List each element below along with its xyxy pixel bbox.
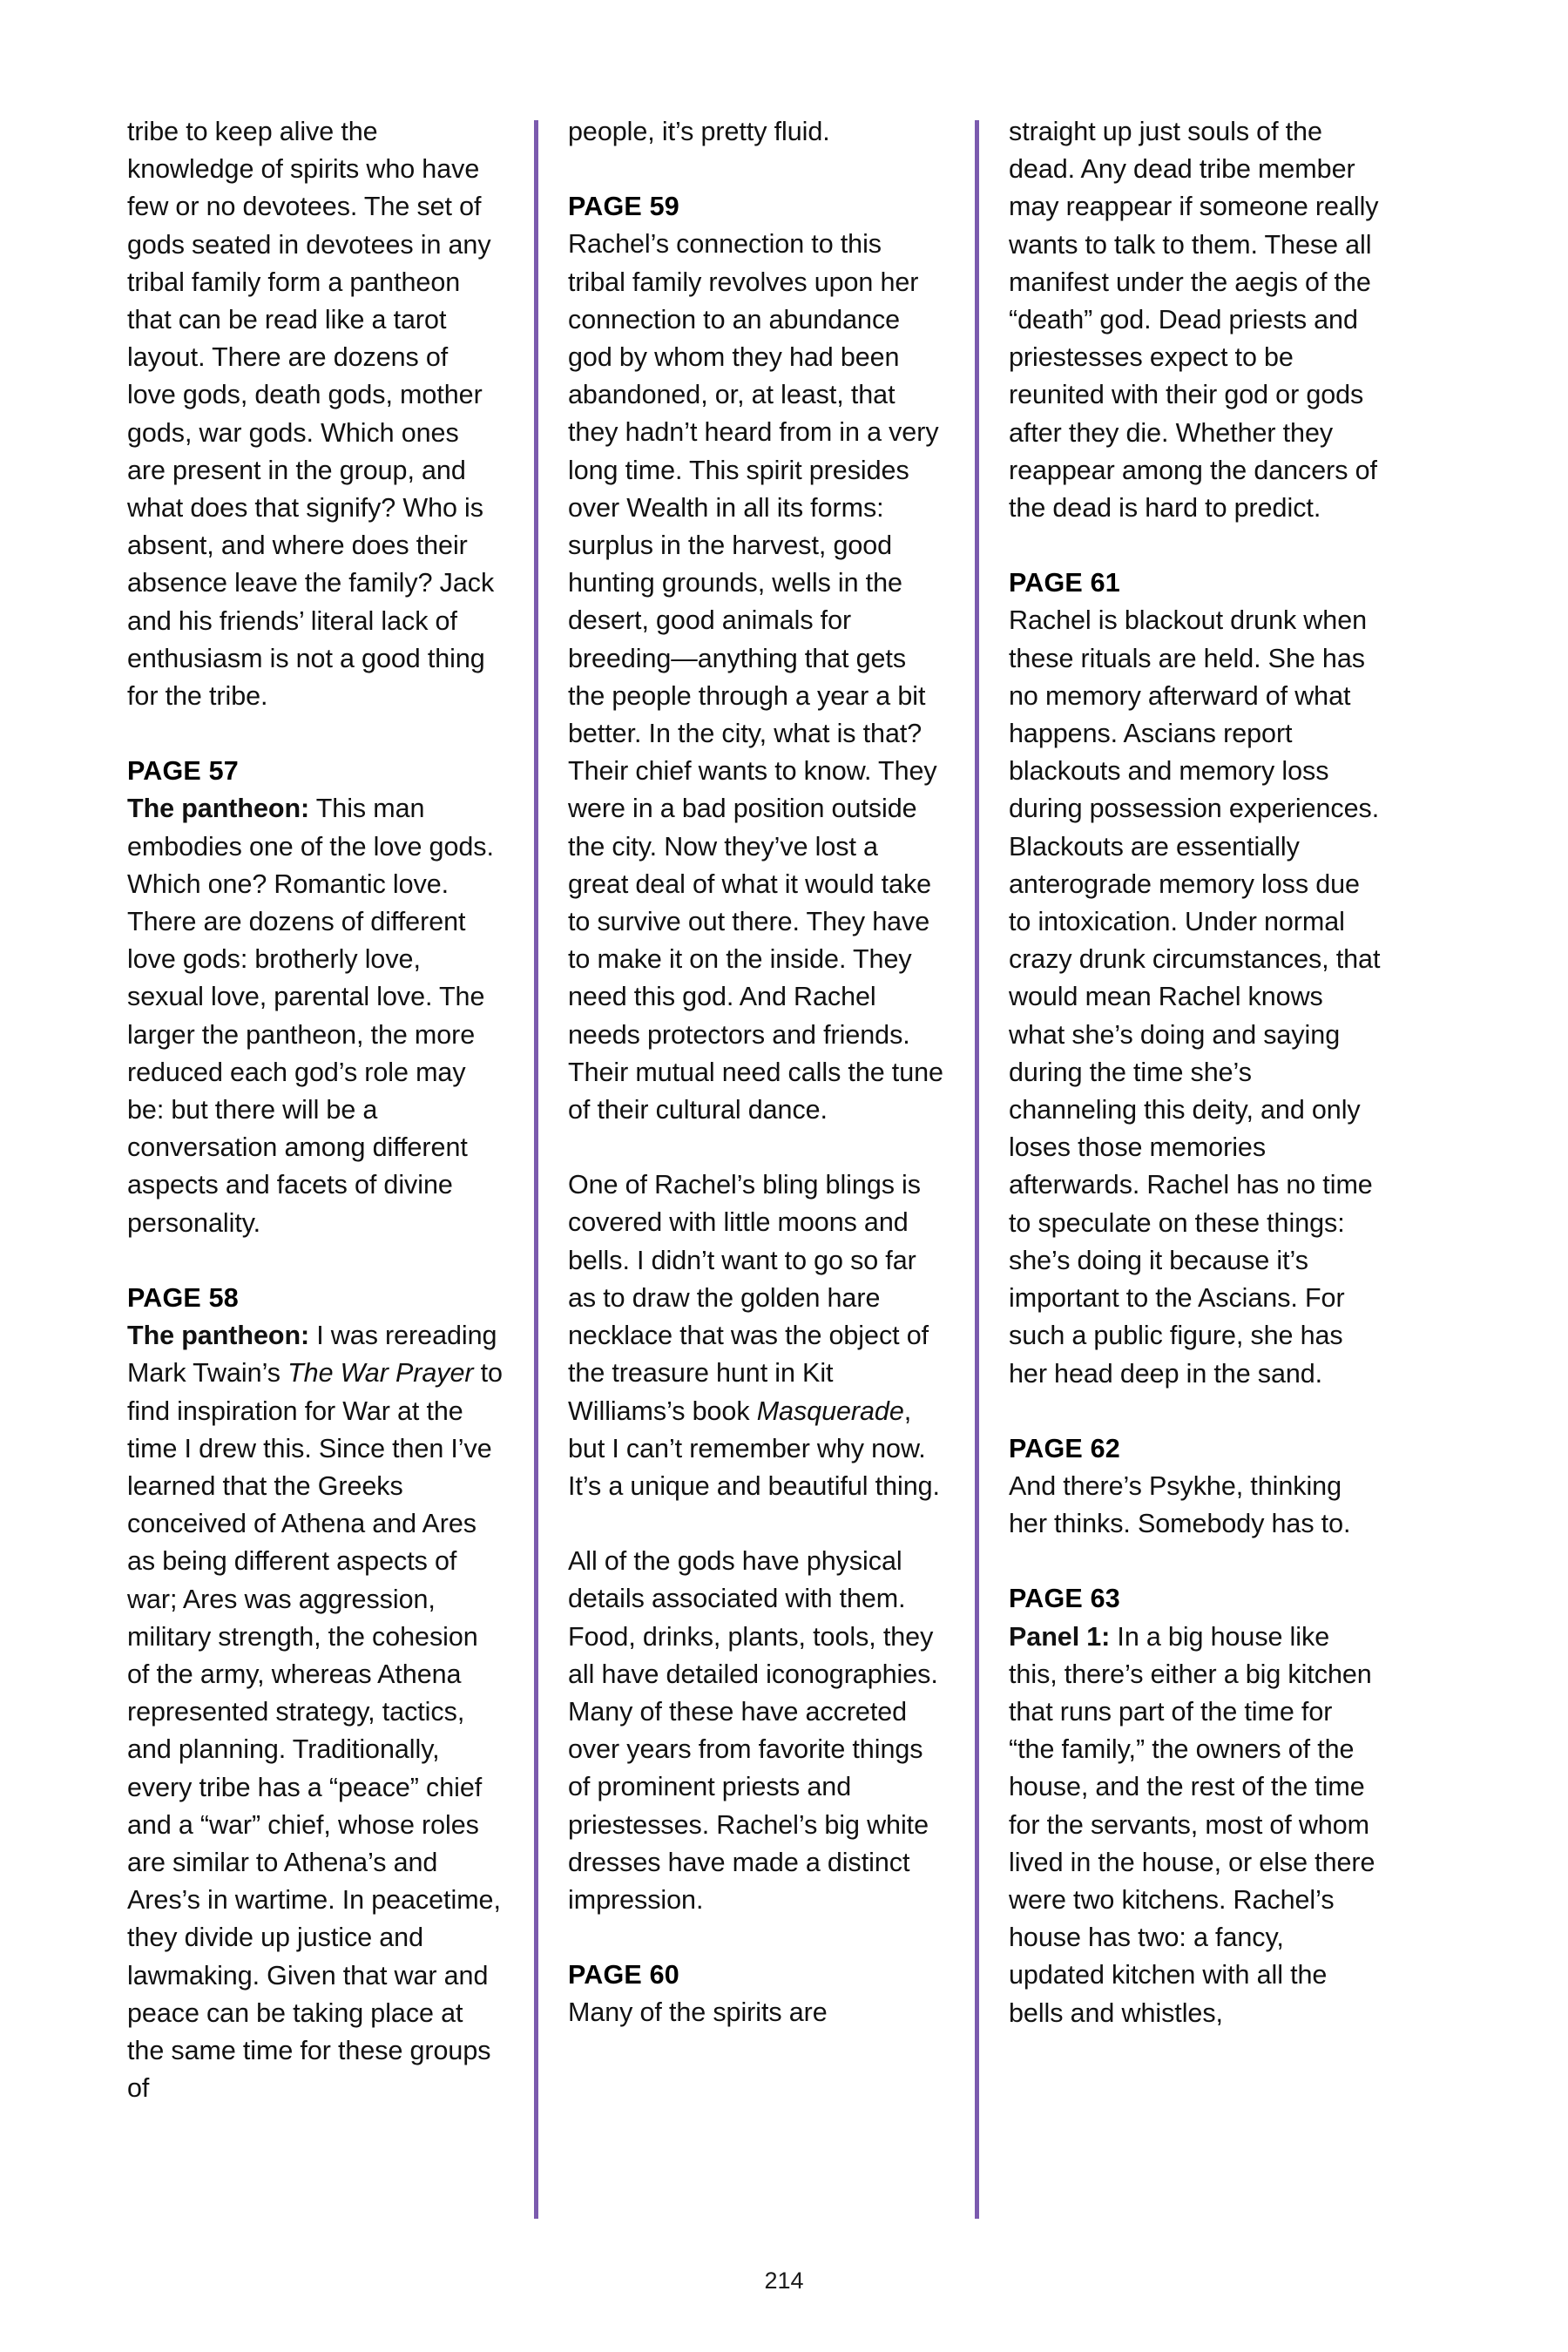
text-column-1 [127, 113, 503, 2221]
body-paragraph [127, 1317, 503, 2107]
lead-in-label: The pantheon: [127, 794, 310, 824]
text-column-3 [1009, 113, 1384, 2221]
text-column-2 [568, 113, 943, 2221]
section-page-59 [568, 188, 943, 1129]
section-heading-page-60: PAGE 60 [568, 1960, 679, 1990]
body-paragraph [568, 1166, 943, 1505]
section-heading-page-63: PAGE 63 [1009, 1584, 1120, 1614]
section-heading-page-57: PAGE 57 [127, 756, 239, 787]
paragraph-block [568, 1166, 943, 1505]
body-text: to find inspiration for War at the time I drew this. Since then I’ve learned that the Greeks conceived of Athena and Ares as being different aspects of war; Ares was aggression, military strength, the cohesion of the army, whereas Athena represented strategy, tactics, and planning. Traditionally, every tribe has a “peace” chief and a “war” chief, whose roles are similar to Athena’s and Ares’s in wartime. In peacetime, they divide up justice and lawmaking. Given that war and peace can be taking place at the same time for these groups of [127, 1358, 503, 2104]
section-heading-page-58: PAGE 58 [127, 1282, 239, 1313]
paragraph-block [568, 1543, 943, 1919]
section-page-61 [1009, 564, 1384, 1392]
body-paragraph: Rachel’s connection to this tribal family revolves upon her connection to an abundance god by whom they had been abandoned, or, at least, that they hadn’t heard from in a very long time. This spirit presides over Wealth in all its forms: surplus in the harvest, good hunting grounds, wells in the desert, good animals for breeding—anything that gets the people through a year a bit better. In the city, what is that? Their chief wants to know. They were in a bad position outside the city. Now they’ve lost a great deal of what it would take to survive out there. They have to make it on the inside. They need this god. And Rachel needs protectors and friends. Their mutual need calls the tune of their cultural dance. [568, 229, 943, 1125]
three-column-text-body [127, 113, 1385, 2221]
section-page-58 [127, 1280, 503, 2107]
book-title-the-war-prayer: The War Prayer [287, 1358, 474, 1389]
body-text: One of Rachel’s bling blings is covered with little moons and bells. I didn’t want to go so far as to draw the golden hare necklace that was the object of the treasure hunt in Kit Williams’s book [568, 1170, 929, 1426]
body-paragraph: And there’s Psykhe, thinking her thinks. Somebody has to. [1009, 1470, 1351, 1539]
column-divider-rule-2 [943, 113, 1009, 2221]
paragraph-block [1009, 113, 1384, 527]
body-paragraph: tribe to keep alive the knowledge of spirits who have few or no devotees. The set of gods seated in devotees in any tribal family form a pantheon that can be read like a tarot layout. There are dozens of love gods, death gods, mother gods, war gods. Which ones are present in the group, and what does that signify? Who is absent, and where does their absence leave the family? Jack and his friends’ literal lack of enthusiasm is not a good thing for the tribe. [127, 117, 495, 712]
section-page-63 [1009, 1580, 1384, 2031]
section-page-62 [1009, 1430, 1384, 1544]
column-divider-rule-1 [503, 113, 568, 2221]
body-text: In a big house like this, there’s either a big kitchen that runs part of the time for “the family,” the owners of the house, and the rest of the time for the servants, most of whom lived in the house, or else there were two kitchens. Rachel’s house has two: a fancy, updated kitchen with all the bells and whistles, [1009, 1621, 1375, 2028]
body-paragraph: All of the gods have physical details associated with them. Food, drinks, plants, tools, they all have detailed iconographies. Many of these have accreted over years from favorite things of prominent priests and priestesses. Rachel’s big white dresses have made a distinct impression. [568, 1546, 938, 1915]
body-text: This man embodies one of the love gods. Which one? Romantic love. There are dozens of different love gods: brotherly love, sexual love, parental love. The larger the pantheon, the more reduced each god’s role may be: but there will be a conversation among different aspects and facets of divine personality. [127, 794, 494, 1238]
body-paragraph [1009, 1619, 1384, 2032]
page-number-folio: 214 [764, 2268, 804, 2294]
body-text: , but I can’t remember why now. It’s a unique and beautiful thing. [568, 1396, 940, 1501]
section-heading-page-61: PAGE 61 [1009, 568, 1120, 598]
paragraph-block [127, 113, 503, 715]
body-paragraph: Many of the spirits are [568, 1997, 828, 2028]
body-paragraph: Rachel is blackout drunk when these rituals are held. She has no memory afterward of what happens. Ascians report blackouts and memory loss during possession experiences. Blackouts are essentially anterograde memory loss due to intoxication. Under normal crazy drunk circumstances, that would mean Rachel knows what she’s doing and saying during the time she’s channeling this deity, and only loses those memories afterwards. Rachel has no time to speculate on these things: she’s doing it because it’s important to the Ascians. For such a public figure, she has her head deep in the sand. [1009, 605, 1381, 1389]
body-text: I was rereading Mark Twain’s [127, 1321, 497, 1389]
section-heading-page-62: PAGE 62 [1009, 1433, 1120, 1463]
paragraph-block [568, 113, 943, 151]
body-paragraph: people, it’s pretty fluid. [568, 117, 830, 146]
section-page-60 [568, 1957, 943, 2031]
section-heading-page-59: PAGE 59 [568, 192, 679, 222]
body-paragraph [127, 790, 503, 1241]
section-page-57 [127, 753, 503, 1242]
lead-in-label: The pantheon: [127, 1321, 310, 1351]
body-paragraph: straight up just souls of the dead. Any dead tribe member may reappear if someone really wants to talk to them. These all manifest under the aegis of the “death” god. Dead priests and priestesses expect to be reunited with their god or gods after they die. Whether they reappear among the dancers of the dead is hard to predict. [1009, 117, 1379, 524]
book-title-masquerade: Masquerade [756, 1396, 904, 1426]
lead-in-label: Panel 1: [1009, 1621, 1111, 1652]
